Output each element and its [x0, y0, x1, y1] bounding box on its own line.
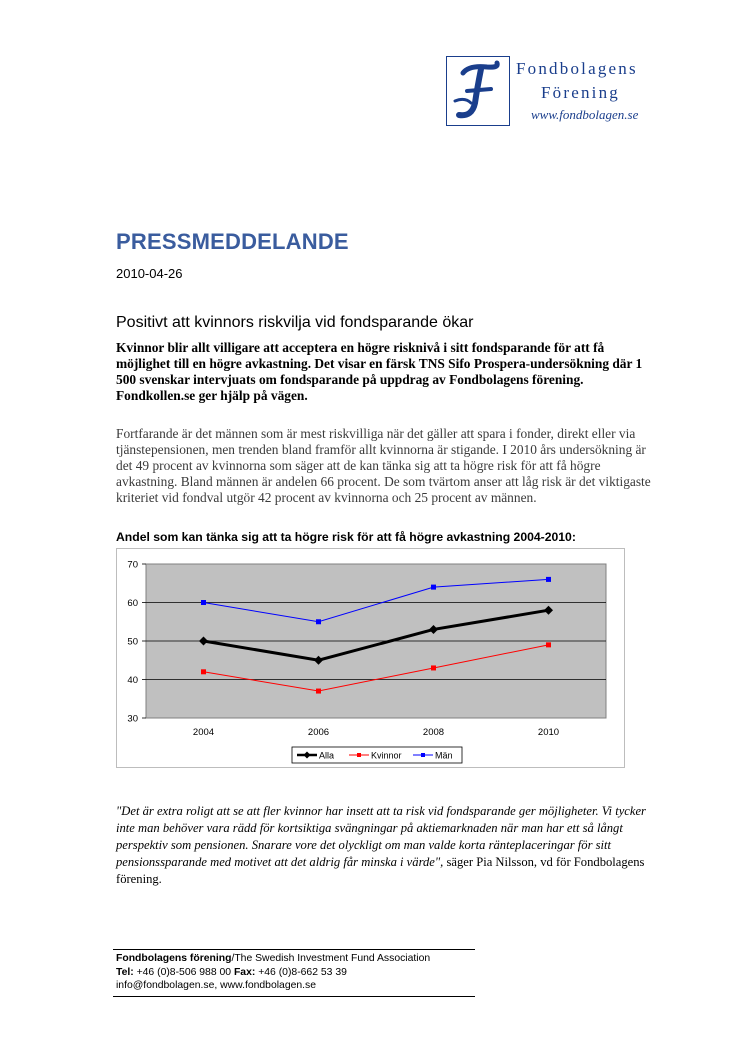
chart-title: Andel som kan tänka sig att ta högre risk för att få högre avkastning 2004-2010: [116, 530, 576, 544]
footer-phone-fax [116, 967, 347, 978]
footer-org [116, 953, 430, 964]
data-point-kvinnor [316, 689, 321, 694]
footer-divider-bottom [113, 996, 475, 997]
data-point-kvinnor [546, 642, 551, 647]
document-type-heading: PRESSMEDDELANDE [116, 229, 349, 254]
x-tick-label: 2010 [537, 727, 560, 738]
quote-paragraph [116, 803, 661, 888]
org-name-line1: Fondbolagens [516, 59, 638, 78]
legend-marker-kvinnor [357, 753, 361, 757]
y-tick-label: 30 [127, 713, 138, 725]
footer-fax-value: +46 (0)8-662 53 39 [255, 967, 347, 978]
y-tick-label: 40 [127, 675, 138, 686]
footer-tel-value: +46 (0)8-506 988 00 [133, 967, 234, 978]
quote-text: "Det är extra roligt att se att fler kvinnor har insett att ta risk vid fondsparande ger möjligheter. Vi tycker inte man behöver vara rädd för kortsiktiga svängningar på aktiemarknaden när man har ett så långt perspektiv som pensionen. Snarare vore det olyckligt om man valde korta ränteplaceringar för sitt pensionssparande med motivet att det aldrig får minska i värde", [116, 804, 646, 869]
body-paragraph: Fortfarande är det männen som är mest riskvilliga när det gäller att spara i fonder, direkt eller via tjänstepensionen, men trenden bland framför allt kvinnorna är stigande. I 2010 års undersökning är det 49 procent av kvinnorna som säger att de kan tänka sig att ta högre risk för att få högre avkastning. Bland männen är andelen 66 procent. De som tvärtom anser att låg risk är det viktigaste kriteriet vid fondval utgör 42 procent av kvinnorna och 25 procent av männen. [116, 426, 651, 505]
footer-divider-top [113, 949, 475, 950]
legend-marker-män [421, 753, 425, 757]
logo [446, 56, 510, 126]
legend-label-alla: Alla [319, 750, 335, 761]
footer-contact[interactable]: info@fondbolagen.se, www.fondbolagen.se [116, 980, 317, 991]
data-point-män [201, 600, 206, 605]
data-point-kvinnor [431, 665, 436, 670]
y-tick-label: 50 [127, 636, 138, 648]
x-tick-label: 2004 [192, 727, 215, 738]
footer-fax-label: Fax: [233, 967, 256, 978]
headline: Positivt att kvinnors riskvilja vid fondsparande ökar [116, 314, 474, 331]
data-point-kvinnor [201, 669, 206, 674]
footer-org-english: /The Swedish Investment Fund Association [231, 953, 431, 964]
lead-paragraph: Kvinnor blir allt villigare att acceptera en högre risknivå i sitt fondsparande för att få möjlighet till en högre avkastning. Det visar en färsk TNS Sifo Prospera-undersökning där 1 500 svenskar intervjuats om fondsparande på uppdrag av Fondbolagens förening. Fondkollen.se ger hjälp på vägen. [116, 340, 643, 403]
legend-label-män: Män [435, 750, 453, 761]
footer-tel-label: Tel: [116, 967, 134, 978]
document-date: 2010-04-26 [116, 266, 183, 281]
legend-label-kvinnor: Kvinnor [371, 750, 402, 761]
data-point-män [316, 619, 321, 624]
line-chart [116, 548, 625, 768]
quote-attribution: säger Pia Nilsson, vd för Fondbolagens förening. [116, 855, 645, 886]
y-tick-label: 70 [127, 559, 138, 571]
x-tick-label: 2008 [422, 727, 445, 738]
logo-monogram-icon [447, 57, 509, 125]
footer-org-name: Fondbolagens förening [116, 953, 232, 964]
org-url[interactable]: www.fondbolagen.se [531, 107, 639, 122]
y-tick-label: 60 [127, 598, 138, 609]
data-point-män [546, 577, 551, 582]
x-tick-label: 2006 [307, 727, 330, 738]
data-point-män [431, 585, 436, 590]
org-name-line2: Förening [541, 83, 620, 102]
